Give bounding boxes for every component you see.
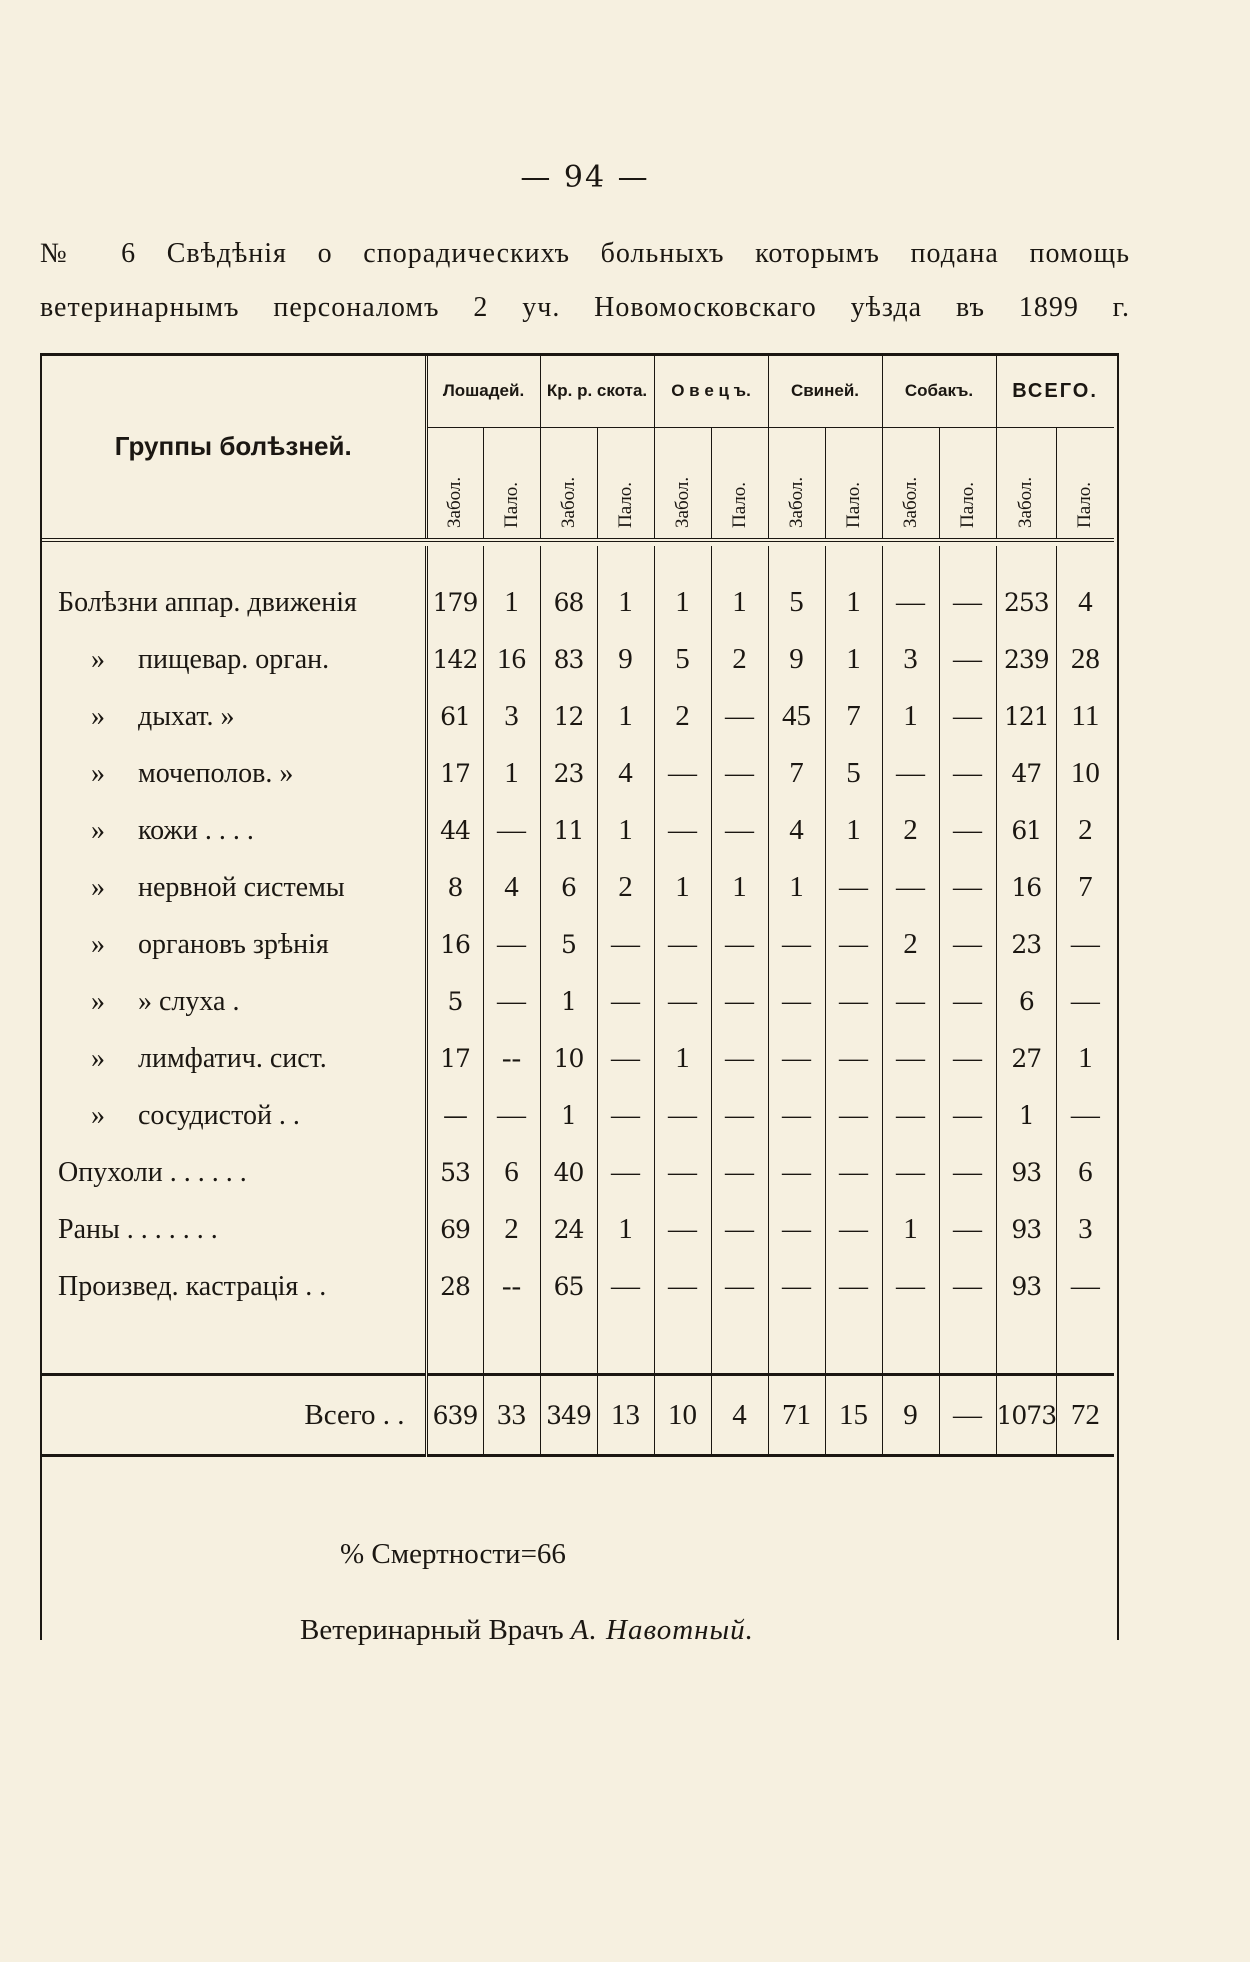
spacer-cell <box>882 1315 939 1375</box>
row-label-text: Опухоли . . . . . . <box>58 1156 247 1188</box>
table-cell: — <box>939 916 996 973</box>
row-label <box>42 973 426 1030</box>
table-cell: — <box>654 916 711 973</box>
sub-header-sick <box>882 428 939 541</box>
sub-header-sick <box>996 428 1057 541</box>
sub-header-label: Пало. <box>728 481 750 528</box>
sub-header-died <box>825 428 882 541</box>
table-cell: — <box>825 1030 882 1087</box>
table-cell: — <box>939 745 996 802</box>
table-cell: — <box>1070 928 1100 960</box>
spacer-cell <box>996 1315 1057 1375</box>
table-cell: — <box>711 1258 768 1315</box>
table-cell: 24 <box>540 1201 597 1258</box>
row-label <box>42 1144 426 1201</box>
table-cell: 1 <box>768 859 825 916</box>
table-cell: 61 <box>996 802 1057 859</box>
row-ditto-mark: » <box>91 700 105 732</box>
row-label <box>42 1258 426 1315</box>
table-cell: 45 <box>768 688 825 745</box>
sub-header-label: Забол. <box>557 476 579 528</box>
table-cell: — <box>1070 1099 1100 1131</box>
table-cell: 3 <box>882 631 939 688</box>
table-cell: 142 <box>426 631 483 688</box>
total-cell: 15 <box>825 1375 882 1456</box>
table-cell: 1 <box>654 574 711 631</box>
table-cell: 17 <box>426 1030 483 1087</box>
table-cell: 16 <box>426 916 483 973</box>
table-cell: 6 <box>996 973 1057 1030</box>
spacer-cell <box>1057 1315 1114 1375</box>
table-cell: — <box>939 1201 996 1258</box>
table-cell: — <box>825 973 882 1030</box>
table-cell: — <box>483 973 540 1030</box>
table-cell: 10 <box>1070 757 1100 789</box>
table-cell: 2 <box>597 859 654 916</box>
table-cell: — <box>654 1144 711 1201</box>
table-cell: — <box>483 916 540 973</box>
sub-header-label: Пало. <box>1074 481 1096 528</box>
table-cell: — <box>825 1258 882 1315</box>
sub-header-label: Забол. <box>785 476 807 528</box>
spacer-cell <box>711 1315 768 1375</box>
table-cell: -- <box>483 1030 540 1087</box>
row-label-text: Болѣзни аппар. движенія <box>58 586 357 618</box>
row-label-text: мочеполов. » <box>138 757 294 789</box>
table-cell: 1 <box>597 1201 654 1258</box>
total-cell: — <box>939 1375 996 1456</box>
row-ditto-mark: » <box>91 871 105 903</box>
animal-header-cattle: Кр. р. скота. <box>540 355 654 428</box>
table-cell: — <box>711 973 768 1030</box>
table-cell: — <box>711 1144 768 1201</box>
table-cell: 1 <box>654 1030 711 1087</box>
mortality-note: % Смертности=66 <box>340 1538 566 1570</box>
row-label-text: дыхат. » <box>138 700 235 732</box>
spacer-cell <box>825 546 882 574</box>
table-cell: 1 <box>540 973 597 1030</box>
spacer-cell <box>42 1315 426 1375</box>
animal-header-horses: Лошадей. <box>426 355 540 428</box>
table-cell: — <box>654 1201 711 1258</box>
table-cell: 93 <box>996 1144 1057 1201</box>
table-cell: — <box>1070 1270 1100 1302</box>
total-cell: 1073 <box>996 1375 1057 1456</box>
table-cell: 1 <box>825 802 882 859</box>
sub-header-sick <box>426 428 483 541</box>
row-label-text: органовъ зрѣнія <box>138 928 329 960</box>
table-row <box>42 688 1114 745</box>
table-row <box>42 745 1114 802</box>
table-cell: — <box>768 1030 825 1087</box>
signature <box>300 1614 754 1647</box>
table-cell: — <box>483 1087 540 1144</box>
table-cell: 9 <box>768 631 825 688</box>
table-cell: 93 <box>996 1258 1057 1315</box>
spacer-cell <box>996 546 1057 574</box>
table-cell: — <box>426 1087 483 1144</box>
row-label <box>42 631 426 688</box>
sub-header-died <box>597 428 654 541</box>
page-number: — 94 — <box>520 160 650 195</box>
row-ditto-mark: » <box>91 1042 105 1074</box>
table-row <box>42 631 1114 688</box>
table-cell: — <box>654 802 711 859</box>
animal-header-sheep: О в е ц ъ. <box>654 355 768 428</box>
sub-header-label: Пало. <box>842 481 864 528</box>
table-cell: 65 <box>540 1258 597 1315</box>
total-label: Всего . . <box>42 1375 426 1456</box>
sub-header-died <box>939 428 996 541</box>
table-cell: 1 <box>711 574 768 631</box>
spacer-cell <box>882 546 939 574</box>
animal-header-dogs: Собакъ. <box>882 355 996 428</box>
row-label-text: кожи . . . . <box>138 814 254 846</box>
table-cell: 1 <box>996 1087 1057 1144</box>
table-cell: 27 <box>996 1030 1057 1087</box>
row-label <box>42 1030 426 1087</box>
table-right-rule <box>1117 353 1119 1640</box>
table-cell: — <box>882 1087 939 1144</box>
table-cell: 1 <box>597 688 654 745</box>
table-cell: — <box>939 973 996 1030</box>
table-row <box>42 1030 1114 1087</box>
table-cell: 1 <box>825 631 882 688</box>
row-label-text: Произвед. кастрація . . <box>58 1270 327 1302</box>
table-cell: — <box>768 1087 825 1144</box>
table-cell: 47 <box>996 745 1057 802</box>
total-cell: 33 <box>483 1375 540 1456</box>
table-cell: 3 <box>483 688 540 745</box>
table-cell: 53 <box>426 1144 483 1201</box>
table-cell: 5 <box>540 916 597 973</box>
spacer-cell <box>939 546 996 574</box>
table-cell: 7 <box>1078 871 1093 903</box>
table-cell: — <box>768 1258 825 1315</box>
sub-header-sick <box>654 428 711 541</box>
table-cell: — <box>1070 985 1100 1017</box>
table-cell: — <box>882 973 939 1030</box>
table-cell: — <box>768 1144 825 1201</box>
spacer-cell <box>540 546 597 574</box>
table-cell: 93 <box>996 1201 1057 1258</box>
table-cell: — <box>825 859 882 916</box>
table-cell: — <box>711 688 768 745</box>
table-cell: — <box>939 859 996 916</box>
table-cell: — <box>654 745 711 802</box>
total-row <box>42 1375 1114 1456</box>
sub-header-sick <box>768 428 825 541</box>
table-cell: 1 <box>483 745 540 802</box>
table-cell: 1 <box>882 688 939 745</box>
table-cell: — <box>939 1258 996 1315</box>
table-cell: 10 <box>540 1030 597 1087</box>
table-cell: 5 <box>654 631 711 688</box>
table-cell: 2 <box>483 1201 540 1258</box>
table-cell: — <box>711 802 768 859</box>
table-cell: 2 <box>711 631 768 688</box>
table-cell: 6 <box>1078 1156 1093 1188</box>
table-cell: — <box>654 1087 711 1144</box>
spacer-cell <box>1057 546 1114 574</box>
table-cell: 83 <box>540 631 597 688</box>
total-cell: 13 <box>597 1375 654 1456</box>
row-label <box>42 916 426 973</box>
sub-header-label: Забол. <box>899 476 921 528</box>
table-cell: — <box>483 802 540 859</box>
spacer-cell <box>597 546 654 574</box>
table-row <box>42 973 1114 1030</box>
table-cell: 1 <box>1078 1042 1093 1074</box>
table-cell: — <box>597 973 654 1030</box>
table-cell: — <box>882 859 939 916</box>
table-cell: 1 <box>654 859 711 916</box>
table-cell: — <box>768 1201 825 1258</box>
table-cell: — <box>825 1144 882 1201</box>
row-label <box>42 802 426 859</box>
table-row <box>42 916 1114 973</box>
row-ditto-mark: » <box>91 1099 105 1131</box>
total-cell: 9 <box>882 1375 939 1456</box>
table-cell: 7 <box>825 688 882 745</box>
row-ditto-mark: » <box>91 757 105 789</box>
table-cell: — <box>882 745 939 802</box>
total-cell: 349 <box>540 1375 597 1456</box>
table-cell: — <box>939 688 996 745</box>
spacer-cell <box>540 1315 597 1375</box>
spacer-cell <box>654 546 711 574</box>
row-label-text: пищевар. орган. <box>138 643 330 675</box>
table-row <box>42 574 1114 631</box>
table-cell: — <box>711 1201 768 1258</box>
table-cell: 6 <box>540 859 597 916</box>
table-cell: 1 <box>825 574 882 631</box>
table-cell: — <box>882 574 939 631</box>
sub-header-died <box>483 428 540 541</box>
table-cell: — <box>597 1087 654 1144</box>
table-cell: 6 <box>483 1144 540 1201</box>
table-cell: 179 <box>426 574 483 631</box>
table-cell: — <box>825 1087 882 1144</box>
row-label <box>42 574 426 631</box>
table-cell: — <box>711 745 768 802</box>
table-cell: — <box>768 973 825 1030</box>
spacer-cell <box>426 546 483 574</box>
table-cell: 61 <box>426 688 483 745</box>
table-cell: 23 <box>996 916 1057 973</box>
spacer-cell <box>483 1315 540 1375</box>
animal-header-total: ВСЕГО. <box>996 355 1114 428</box>
sub-header-died <box>711 428 768 541</box>
sub-header-died <box>1057 428 1114 541</box>
table-cell: 1 <box>483 574 540 631</box>
table-cell: 11 <box>540 802 597 859</box>
table-cell: 23 <box>540 745 597 802</box>
table-cell: — <box>882 1030 939 1087</box>
table-cell: — <box>711 916 768 973</box>
row-label-text: нервной системы <box>138 871 345 903</box>
total-cell: 71 <box>768 1375 825 1456</box>
spacer-cell <box>939 1315 996 1375</box>
table-cell: 2 <box>654 688 711 745</box>
table-cell: 12 <box>540 688 597 745</box>
table-cell: — <box>597 1144 654 1201</box>
row-label <box>42 688 426 745</box>
table-cell: 1 <box>882 1201 939 1258</box>
signature-name: А. Навотный. <box>570 1614 754 1646</box>
row-label <box>42 859 426 916</box>
table-cell: 1 <box>597 574 654 631</box>
row-label <box>42 745 426 802</box>
table-cell: 239 <box>996 631 1057 688</box>
row-ditto-mark: » <box>91 985 105 1017</box>
spacer-cell <box>711 546 768 574</box>
document-title-line-1: № 6 Свѣдѣнія о спорадическихъ больныхъ которымъ подана помощь <box>40 238 1130 269</box>
row-ditto-mark: » <box>91 643 105 675</box>
sub-header-label: Забол. <box>1015 476 1037 528</box>
total-cell: 10 <box>654 1375 711 1456</box>
row-label <box>42 1087 426 1144</box>
spacer-cell <box>597 1315 654 1375</box>
table-cell: -- <box>483 1258 540 1315</box>
table-row <box>42 1087 1114 1144</box>
table-cell: — <box>825 916 882 973</box>
animal-header-pigs: Свиней. <box>768 355 882 428</box>
sub-header-label: Пало. <box>956 481 978 528</box>
table-cell: — <box>768 916 825 973</box>
row-label-text: сосудистой . . <box>138 1099 300 1131</box>
sub-header-label: Забол. <box>444 476 465 528</box>
spacer-cell <box>654 1315 711 1375</box>
table-cell: 5 <box>768 574 825 631</box>
table-cell: — <box>597 916 654 973</box>
table-cell: 2 <box>882 802 939 859</box>
table-cell: — <box>939 802 996 859</box>
total-cell: 639 <box>426 1375 483 1456</box>
spacer-cell <box>825 1315 882 1375</box>
table-cell: 7 <box>768 745 825 802</box>
spacer-cell <box>768 1315 825 1375</box>
spacer-cell <box>768 546 825 574</box>
table-cell: — <box>939 1144 996 1201</box>
table-cell: 68 <box>540 574 597 631</box>
table-cell: — <box>882 1144 939 1201</box>
table-cell: 4 <box>483 859 540 916</box>
table-cell: 8 <box>426 859 483 916</box>
table-cell: 9 <box>597 631 654 688</box>
sub-header-label: Пало. <box>500 481 522 528</box>
table-cell: 4 <box>768 802 825 859</box>
table-cell: — <box>939 1030 996 1087</box>
table-cell: 11 <box>1071 700 1100 732</box>
spacer-cell <box>426 1315 483 1375</box>
sub-header-label: Забол. <box>671 476 693 528</box>
table-cell: 40 <box>540 1144 597 1201</box>
table-cell: — <box>939 631 996 688</box>
sub-header-label: Пало. <box>614 481 636 528</box>
table-cell: 1 <box>711 859 768 916</box>
table-cell: — <box>882 1258 939 1315</box>
table-cell: 16 <box>996 859 1057 916</box>
group-header: Группы болѣзней. <box>42 355 426 540</box>
table-cell: 253 <box>996 574 1057 631</box>
table-cell: — <box>597 1030 654 1087</box>
total-cell: 4 <box>711 1375 768 1456</box>
table-cell: 1 <box>540 1087 597 1144</box>
table-cell: — <box>711 1030 768 1087</box>
row-label-text: » слуха . <box>138 985 240 1017</box>
row-ditto-mark: » <box>91 928 105 960</box>
table-row <box>42 1201 1114 1258</box>
table-cell: — <box>654 1258 711 1315</box>
signature-prefix: Ветеринарный Врачъ <box>300 1614 564 1646</box>
row-label-text: лимфатич. сист. <box>138 1042 327 1074</box>
table-row <box>42 1258 1114 1315</box>
table-cell: 5 <box>825 745 882 802</box>
table-cell: 5 <box>426 973 483 1030</box>
table-cell: — <box>939 1087 996 1144</box>
table-cell: 4 <box>597 745 654 802</box>
table-cell: 16 <box>483 631 540 688</box>
row-label-text: Раны . . . . . . . <box>58 1213 218 1245</box>
table-cell: 121 <box>996 688 1057 745</box>
row-label <box>42 1201 426 1258</box>
table-cell: 1 <box>597 802 654 859</box>
table-cell: — <box>939 574 996 631</box>
table-cell: 69 <box>426 1201 483 1258</box>
total-cell: 72 <box>1057 1375 1114 1456</box>
row-ditto-mark: » <box>91 814 105 846</box>
sub-header-sick <box>540 428 597 541</box>
table-cell: 17 <box>426 745 483 802</box>
table-row <box>42 802 1114 859</box>
spacer-cell <box>42 546 426 574</box>
table-cell: 44 <box>426 802 483 859</box>
table-row <box>42 859 1114 916</box>
table-cell: 28 <box>426 1258 483 1315</box>
table-cell: 4 <box>1078 586 1093 618</box>
table-cell: — <box>711 1087 768 1144</box>
spacer-cell <box>483 546 540 574</box>
table-cell: — <box>825 1201 882 1258</box>
table-cell: 3 <box>1078 1213 1093 1245</box>
table-cell: 2 <box>882 916 939 973</box>
table-cell: — <box>597 1258 654 1315</box>
table-row <box>42 1144 1114 1201</box>
table-cell: — <box>654 973 711 1030</box>
document-title-line-2: ветеринарнымъ персоналомъ 2 уч. Новомосковскаго уѣзда въ 1899 г. <box>40 292 1130 323</box>
disease-statistics-table <box>42 355 1114 1457</box>
table-cell: 28 <box>1070 643 1100 675</box>
table-cell: 2 <box>1078 814 1093 846</box>
